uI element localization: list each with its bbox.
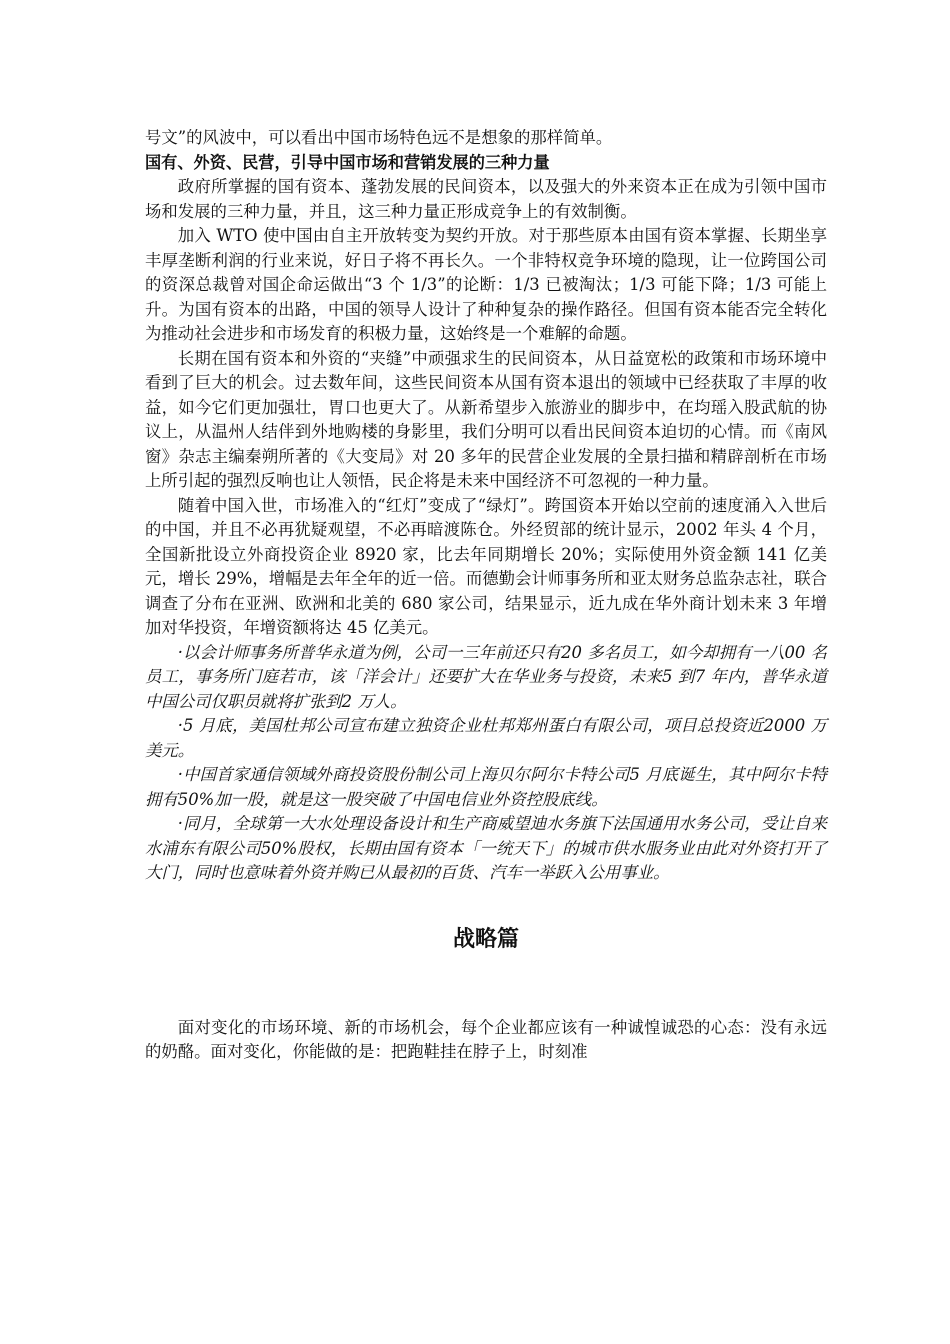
bullet-item: ·以会计师事务所普华永道为例，公司一三年前还只有20 多名员工，如今却拥有一八00 名员工，事务所门庭若市，该「洋会计」还要扩大在华业务与投资，未来5 到7 年内，普华永道中国公司仅职员就将扩张到2 万人。 bbox=[145, 642, 827, 711]
closing-paragraph: 面对变化的市场环境、新的市场机会，每个企业都应该有一种诚惶诚恐的心态：没有永远的奶酪。面对变化，你能做的是：把跑鞋挂在脖子上，时刻准 bbox=[145, 1017, 827, 1061]
paragraph: 长期在国有资本和外资的“夹缝”中顽强求生的民间资本，从日益宽松的政策和市场环境中看到了巨大的机会。过去数年间，这些民间资本从国有资本退出的领域中已经获取了丰厚的收益，如今它们更加强壮，胃口也更大了。从新希望步入旅游业的脚步中，在均瑶入股武航的协议上，从温州人结伴到外地购楼的身影里，我们分明可以看出民间资本迫切的心情。而《南风窗》杂志主编秦朔所著的《大变局》对 20 多年的民营企业发展的全景扫描和精辟剖析在市场上所引起的强烈反响也让人领悟，民企将是未来中国经济不可忽视的一种力量。 bbox=[145, 348, 827, 490]
paragraph: 加入 WTO 使中国由自主开放转变为契约开放。对于那些原本由国有资本掌握、长期坐享丰厚垄断利润的行业来说，好日子将不再长久。一个非特权竞争环境的隐现，让一位跨国公司的资深总裁曾对国企命运做出“3 个 1/3”的论断：1/3 已被淘汰；1/3 可能下降；1/3 可能上升。为国有资本的出路，中国的领导人设计了种种复杂的操作路径。但国有资本能否完全转化为推动社会进步和市场发育的积极力量，这始终是一个难解的命题。 bbox=[145, 226, 827, 343]
bullet-item: ·同月，全球第一大水处理设备设计和生产商威望迪水务旗下法国通用水务公司，受让自来水浦东有限公司50%股权，长期由国有资本「一统天下」的城市供水服务业由此对外资打开了大门，同时也意味着外资并购已从最初的百货、汽车一举跃入公用事业。 bbox=[145, 814, 827, 882]
paragraph: 政府所掌握的国有资本、蓬勃发展的民间资本，以及强大的外来资本正在成为引领中国市场和发展的三种力量，并且，这三种力量正形成竞争上的有效制衡。 bbox=[145, 177, 827, 221]
lead-line: 号文”的风波中，可以看出中国市场特色远不是想象的那样简单。 bbox=[145, 128, 613, 147]
document-page bbox=[145, 126, 827, 1065]
section-heading: 国有、外资、民营，引导中国市场和营销发展的三种力量 bbox=[145, 152, 550, 172]
paragraph: 随着中国入世，市场准入的“红灯”变成了“绿灯”。跨国资本开始以空前的速度涌入入世后的中国，并且不必再犹疑观望，不必再暗渡陈仓。外经贸部的统计显示，2002 年头 4 个月，全国新批设立外商投资企业 8920 家，比去年同期增长 20%；实际使用外资金额 141 亿美元，增长 29%，增幅是去年全年的近一倍。而德勤会计师事务所和亚太财务总监杂志社，联合调查了分布在亚洲、欧洲和北美的 680 家公司，结果显示，近九成在华外商计划未来 3 年增加对华投资，年增资额将达 45 亿美元。 bbox=[145, 495, 827, 637]
section-title: 战略篇 bbox=[452, 925, 519, 952]
bullet-item: ·中国首家通信领域外商投资股份制公司上海贝尔阿尔卡特公司5 月底诞生，其中阿尔卡特拥有50%加一股，就是这一股突破了中国电信业外资控股底线。 bbox=[145, 765, 827, 809]
bullet-item: ·5 月底，美国杜邦公司宣布建立独资企业杜邦郑州蛋白有限公司，项目总投资近2000 万美元。 bbox=[145, 716, 827, 760]
